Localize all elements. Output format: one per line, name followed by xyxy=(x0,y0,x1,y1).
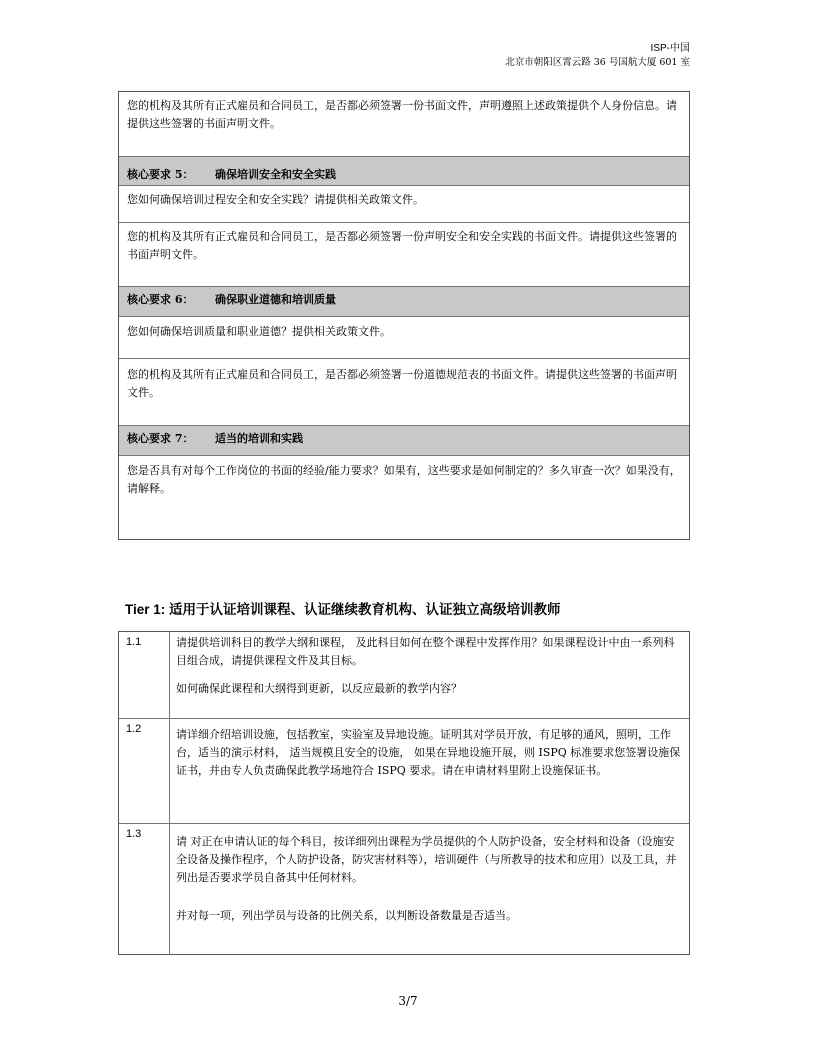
section-header-5 xyxy=(119,157,689,186)
section-6-row-2 xyxy=(119,359,689,426)
section-5-text-2: 您的机构及其所有正式雇员和合同员工，是否都必须签署一份声明安全和安全实践的书面文件。请提供这些签署的书面声明文件。 xyxy=(127,230,677,261)
section-header-6 xyxy=(119,287,689,317)
row-number: 1.1 xyxy=(119,632,170,718)
intro-text: 您的机构及其所有正式雇员和合同员工，是否都必须签署一份书面文件，声明遵照上述政策提供个人身份信息。请提供这些签署的书面声明文件。 xyxy=(127,99,677,130)
section-label-7: 核心要求 7： xyxy=(127,432,194,445)
section-title-7: 适当的培训和实践 xyxy=(215,432,303,445)
row-content xyxy=(170,824,689,954)
section-label-6: 核心要求 6： xyxy=(127,293,194,306)
section-6-text-1: 您如何确保培训质量和职业道德？提供相关政策文件。 xyxy=(127,325,391,338)
row-paragraph-1: 请详细介绍培训设施，包括教室，实验室及异地设施。证明其对学员开放，有足够的通风，照明，工作台，适当的演示材料， 适当规模且安全的设施， 如果在异地设施开展，则 ISPQ 标准要求您签署设施保证书，并由专人负责确保此教学场地符合 ISPQ 要求。请在申请材料里附上设施保证书。 xyxy=(176,728,681,777)
page-header xyxy=(505,42,690,70)
tier1-row-1-2 xyxy=(119,719,689,824)
row-number: 1.2 xyxy=(119,719,170,823)
header-address: 北京市朝阳区霄云路 36 号国航大厦 601 室 xyxy=(505,57,690,68)
row-paragraph-2: 并对每一项，列出学员与设备的比例关系，以判断设备数量是否适当。 xyxy=(176,909,517,922)
row-content xyxy=(170,632,689,718)
section-header-7 xyxy=(119,426,689,456)
section-7-row-1 xyxy=(119,456,689,539)
section-7-text-1: 您是否具有对每个工作岗位的书面的经验/能力要求？如果有，这些要求是如何制定的？多久审查一次？如果没有，请解释。 xyxy=(127,464,681,495)
tier1-table xyxy=(118,631,690,955)
section-5-row-2 xyxy=(119,223,689,287)
tier1-title: Tier 1: 适用于认证培训课程、认证继续教育机构、认证独立高级培训教师 xyxy=(125,602,561,617)
row-paragraph-1: 请提供培训科目的教学大纲和课程， 及此科目如何在整个课程中发挥作用？如果课程设计中由一系列科目组合成，请提供课程文件及其目标。 xyxy=(176,636,675,667)
section-5-text-1: 您如何确保培训过程安全和安全实践？请提供相关政策文件。 xyxy=(127,193,424,206)
section-label-5: 核心要求 5： xyxy=(127,168,194,181)
section-6-row-1 xyxy=(119,317,689,359)
tier1-row-1-3 xyxy=(119,824,689,954)
intro-row xyxy=(119,92,689,157)
row-content xyxy=(170,719,689,823)
section-6-text-2: 您的机构及其所有正式雇员和合同员工，是否都必须签署一份道德规范表的书面文件。请提供这些签署的书面声明文件。 xyxy=(127,368,677,399)
row-paragraph-2: 如何确保此课程和大纲得到更新，以反应最新的教学内容？ xyxy=(176,682,462,695)
section-title-5: 确保培训安全和安全实践 xyxy=(215,168,336,181)
section-title-6: 确保职业道德和培训质量 xyxy=(215,293,336,306)
page-number: 3/7 xyxy=(398,994,418,1008)
core-requirements-table xyxy=(118,91,690,540)
header-org: ISP-中国 xyxy=(650,43,690,54)
row-number: 1.3 xyxy=(119,824,170,954)
section-5-row-1 xyxy=(119,186,689,223)
tier1-row-1-1 xyxy=(119,632,689,719)
row-paragraph-1: 请 对正在申请认证的每个科目，按详细列出课程为学员提供的个人防护设备，安全材料和设备（设施安全设备及操作程序，个人防护设备，防灾害材料等），培训硬件（与所教导的技术和应用）以及工具，并列出是否要求学员自备其中任何材料。 xyxy=(176,835,677,884)
